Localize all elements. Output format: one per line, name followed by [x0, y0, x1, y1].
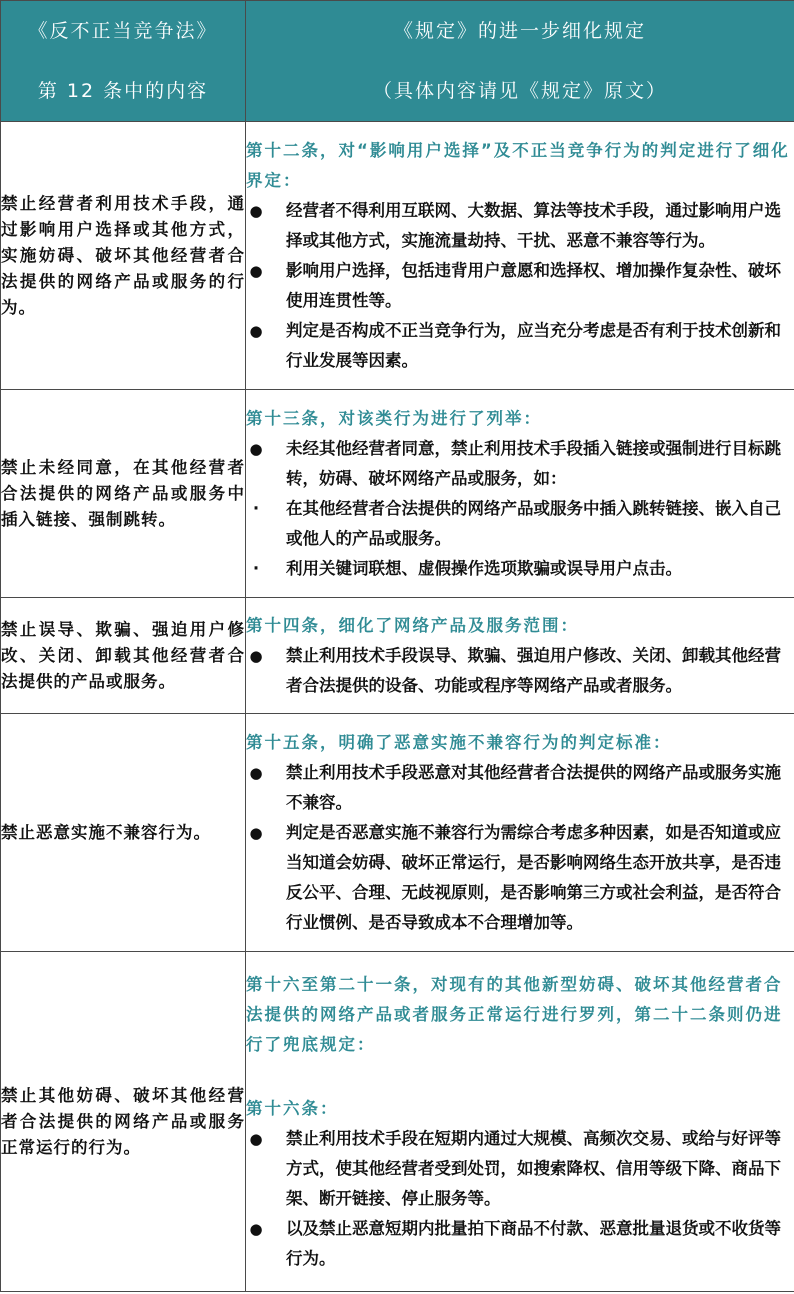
- header-row: [1, 1, 794, 122]
- list-item: ● 禁止利用技术手段恶意对其他经营者合法提供的网络产品或服务实施不兼容。: [246, 758, 794, 818]
- section-title: 第十三条，对该类行为进行了列举：: [246, 408, 542, 428]
- section-title: 第十四条，细化了网络产品及服务范围：: [246, 615, 579, 635]
- row-regulation-detail: [246, 390, 794, 598]
- bullet-icon: ●: [249, 1129, 263, 1148]
- bullet-list: [246, 1124, 794, 1274]
- row-law-content: 禁止经营者利用技术手段，通过影响用户选择或其他方式，实施妨碍、破坏其他经营者合法提供的网络产品或服务的行为。: [1, 122, 246, 390]
- spacer: [246, 1060, 794, 1094]
- list-item: ● 禁止利用技术手段在短期内通过大规模、高频次交易、或给与好评等方式，使其他经营者受到处罚，如搜索降权、信用等级下降、商品下架、断开链接、停止服务等。: [246, 1124, 794, 1214]
- row-regulation-detail: [246, 122, 794, 390]
- bullet-icon: ●: [249, 439, 263, 458]
- list-item: · 利用关键词联想、虚假操作选项欺骗或误导用户点击。: [246, 554, 794, 584]
- bullet-list: [246, 641, 794, 701]
- bullet-icon: ●: [249, 763, 263, 782]
- list-item: ● 影响用户选择，包括违背用户意愿和选择权、增加操作复杂性、破坏使用连贯性等。: [246, 256, 794, 316]
- small-bullet-icon: ·: [252, 498, 260, 518]
- bullet-icon: ●: [249, 646, 263, 665]
- header-right-subtitle: （具体内容请见《规定》原文）: [372, 80, 667, 102]
- list-item: ● 以及禁止恶意短期内批量拍下商品不付款、恶意批量退货或不收货等行为。: [246, 1214, 794, 1274]
- list-item: ● 未经其他经营者同意，禁止利用技术手段插入链接或强制进行目标跳转，妨碍、破坏网络产品或服务，如：: [246, 434, 794, 494]
- bullet-list: [246, 434, 794, 494]
- section-subtitle: 第十六条：: [246, 1098, 339, 1118]
- table-row: [1, 598, 794, 714]
- table-row: [1, 952, 794, 1292]
- table-row: [1, 714, 794, 952]
- list-item: ● 经营者不得利用互联网、大数据、算法等技术手段，通过影响用户选择或其他方式，实施流量劫持、干扰、恶意不兼容等行为。: [246, 196, 794, 256]
- bullet-list: [246, 196, 794, 376]
- list-item: ● 判定是否恶意实施不兼容行为需综合考虑多种因素，如是否知道或应当知道会妨碍、破坏正常运行，是否影响网络生态开放共享，是否违反公平、合理、无歧视原则，是否影响第三方或社会利益，是否符合行业惯例、是否导致成本不合理增加等。: [246, 818, 794, 938]
- list-item: ● 判定是否构成不正当竞争行为，应当充分考虑是否有利于技术创新和行业发展等因素。: [246, 316, 794, 376]
- section-title: 第十六至第二十一条，对现有的其他新型妨碍、破坏其他经营者合法提供的网络产品或者服务正常运行进行罗列，第二十二条则仍进行了兜底规定：: [246, 974, 783, 1054]
- header-left-title: 《反不正当竞争法》: [28, 20, 218, 42]
- bullet-icon: ●: [249, 261, 263, 280]
- row-law-content: 禁止恶意实施不兼容行为。: [1, 714, 246, 952]
- header-right-title: 《规定》的进一步细化规定: [393, 20, 646, 42]
- header-left-subtitle: 第 12 条中的内容: [37, 80, 209, 102]
- row-regulation-detail: [246, 714, 794, 952]
- bullet-icon: ●: [249, 201, 263, 220]
- section-title: 第十五条，明确了恶意实施不兼容行为的判定标准：: [246, 732, 672, 752]
- row-law-content: 禁止误导、欺骗、强迫用户修改、关闭、卸载其他经营者合法提供的产品或服务。: [1, 598, 246, 714]
- sub-bullet-list: [246, 494, 794, 584]
- row-regulation-detail: [246, 598, 794, 714]
- row-law-content: 禁止其他妨碍、破坏其他经营者合法提供的网络产品或服务正常运行的行为。: [1, 952, 246, 1292]
- bullet-icon: ●: [249, 1219, 263, 1238]
- header-right-cell: [246, 1, 794, 122]
- row-law-content: 禁止未经同意，在其他经营者合法提供的网络产品或服务中插入链接、强制跳转。: [1, 390, 246, 598]
- section-title: 第十二条，对“影响用户选择”及不正当竞争行为的判定进行了细化界定：: [246, 140, 790, 190]
- list-item: ● 禁止利用技术手段误导、欺骗、强迫用户修改、关闭、卸载其他经营者合法提供的设备、功能或程序等网络产品或者服务。: [246, 641, 794, 701]
- list-item: · 在其他经营者合法提供的网络产品或服务中插入跳转链接、嵌入自己或他人的产品或服务。: [246, 494, 794, 554]
- bullet-icon: ●: [249, 823, 263, 842]
- bullet-list: [246, 758, 794, 938]
- small-bullet-icon: ·: [252, 558, 260, 578]
- table-row: [1, 390, 794, 598]
- header-left-cell: [1, 1, 246, 122]
- bullet-icon: ●: [249, 321, 263, 340]
- row-regulation-detail: [246, 952, 794, 1292]
- table-row: [1, 122, 794, 390]
